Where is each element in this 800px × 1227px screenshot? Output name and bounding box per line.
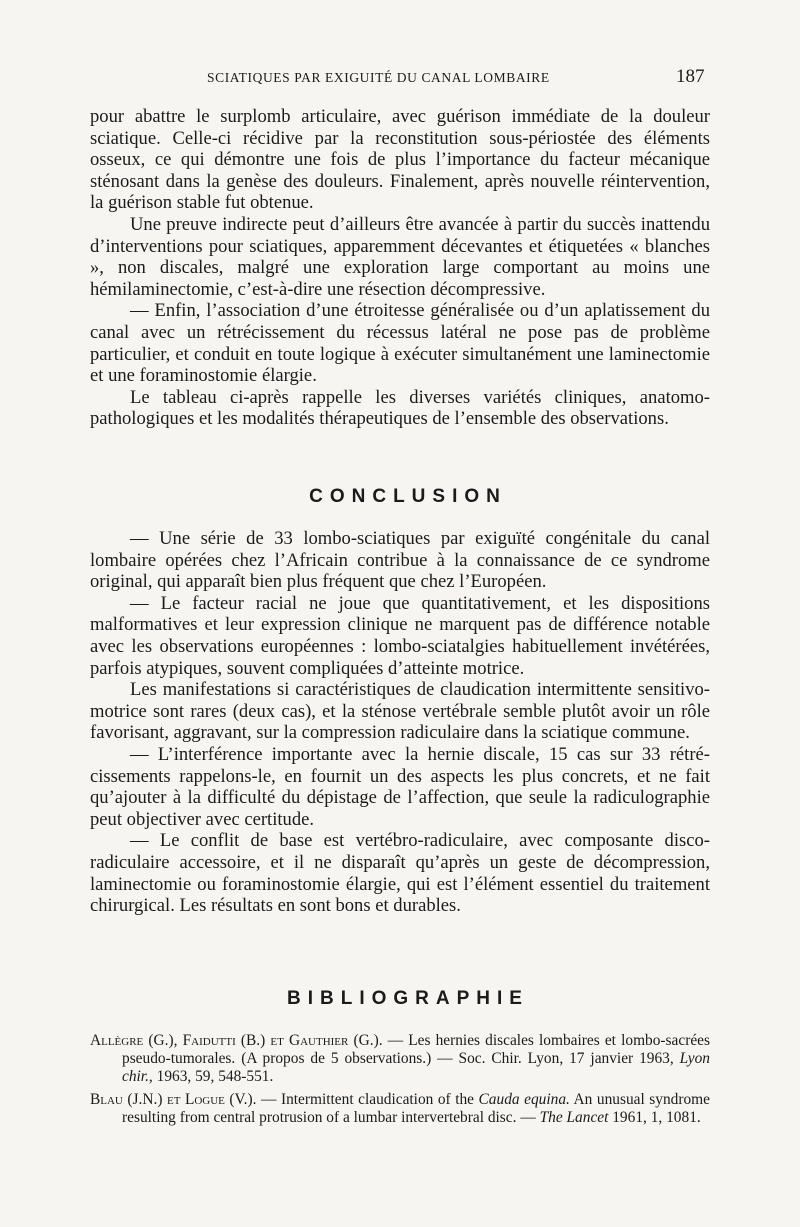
reference-text: — Intermittent claudication of the bbox=[256, 1091, 479, 1108]
reference-authors: Blau (J.N.) et Logue (V.). bbox=[90, 1091, 257, 1108]
reference-entry bbox=[90, 1032, 710, 1086]
reference-details: 1961, 1, 1081. bbox=[608, 1109, 701, 1126]
paragraph: Les manifestations si caractéristiques de claudication intermittente sensitivomotrice sont rares (deux cas), et la sténose vertébrale semble plutôt avoir un rôle favorisant, aggravant, sur la compression radiculaire dans la sciatique commune. bbox=[90, 679, 710, 744]
reference-entry bbox=[90, 1091, 710, 1127]
reference-journal: Cauda equina. bbox=[478, 1091, 570, 1108]
paragraph: Une preuve indirecte peut d’ailleurs être avancée à partir du succès inattendu d’interventions pour sciatiques, apparemment décevantes et étiquetées « blanches », non discales, malgré une exploration large comportant au moins une hémilaminectomie, c’est-à-dire une résection décompressive. bbox=[90, 213, 710, 300]
paragraph: — L’interférence importante avec la hernie discale, 15 cas sur 33 rétrécissements rappelons-le, en fournit un des aspects les plus concrets, et ne fait qu’ajouter à la difficulté du dépistage de l’affection, que seule la radiculographie peut objectiver avec certitude. bbox=[90, 743, 710, 830]
reference-text: — Les hernies discales lombaires et lombo-sacrées pseudo-tumorales. (A propos de 5 observations.) — Soc. Chir. Lyon, 17 janvier 1963, bbox=[122, 1032, 710, 1067]
body-section-continued bbox=[90, 106, 710, 430]
reference-details: 1963, 59, 548-551. bbox=[152, 1068, 274, 1085]
section-heading-bibliography: BIBLIOGRAPHIE bbox=[287, 988, 529, 1009]
reference-list bbox=[90, 1032, 710, 1132]
paragraph: Le tableau ci-après rappelle les diverses variétés cliniques, anatomopathologiques et les modalités thérapeutiques de l’ensemble des observations. bbox=[90, 386, 710, 430]
reference-journal: The Lancet bbox=[539, 1109, 609, 1126]
running-head-title: SCIATIQUES PAR EXIGUITÉ DU CANAL LOMBAIRE bbox=[207, 70, 550, 85]
paragraph: — Le conflit de base est vertébro-radiculaire, avec composante discoradiculaire accessoire, et il ne disparaît qu’après un geste de décompression, laminectomie ou foraminostomie élargie, qui est l’élément essentiel du traitement chirurgical. Les résultats en sont bons et durables. bbox=[90, 830, 710, 917]
paragraph: — Le facteur racial ne joue que quantitativement, et les dispositions malformatives et leur expression clinique ne marquent pas de différence notable avec les observations européennes : lombo-sciatalgies habituellement invétérées, parfois atypiques, souvent compliquées d’atteinte motrice. bbox=[90, 592, 710, 679]
reference-authors: Allègre (G.), Faidutti (B.) et Gauthier (G.). bbox=[90, 1032, 383, 1049]
paragraph: — Enfin, l’association d’une étroitesse généralisée ou d’un aplatissement du canal avec un rétrécissement du récessus latéral ne pose pas de problème particulier, et conduit en toute logique à exécuter simultanément une laminectomie et une foraminostomie élargie. bbox=[90, 300, 710, 387]
paragraph: — Une série de 33 lombo-sciatiques par exiguïté congénitale du canal lombaire opérées chez l’Africain contribue à la connaissance de ce syndrome original, qui apparaît bien plus fréquent que chez l’Européen. bbox=[90, 528, 710, 593]
reference-text: An unusual syndrome resulting from central protrusion of a lumbar intervertebral disc. — bbox=[122, 1091, 710, 1126]
reference-journal: Lyon chir., bbox=[122, 1050, 710, 1085]
running-head bbox=[0, 66, 800, 90]
paragraph: pour abattre le surplomb articulaire, avec guérison immédiate de la douleur sciatique. Celle-ci récidive par la reconstitution sous-périostée des éléments osseux, ce qui démontre une fois de plus l’importance du facteur mécanique sténosant dans la genèse des douleurs. Finalement, après nouvelle réintervention, la guérison stable fut obtenue. bbox=[90, 106, 710, 214]
section-heading-conclusion: CONCLUSION bbox=[309, 486, 507, 507]
page-number: 187 bbox=[676, 66, 705, 87]
conclusion-section bbox=[90, 528, 710, 917]
